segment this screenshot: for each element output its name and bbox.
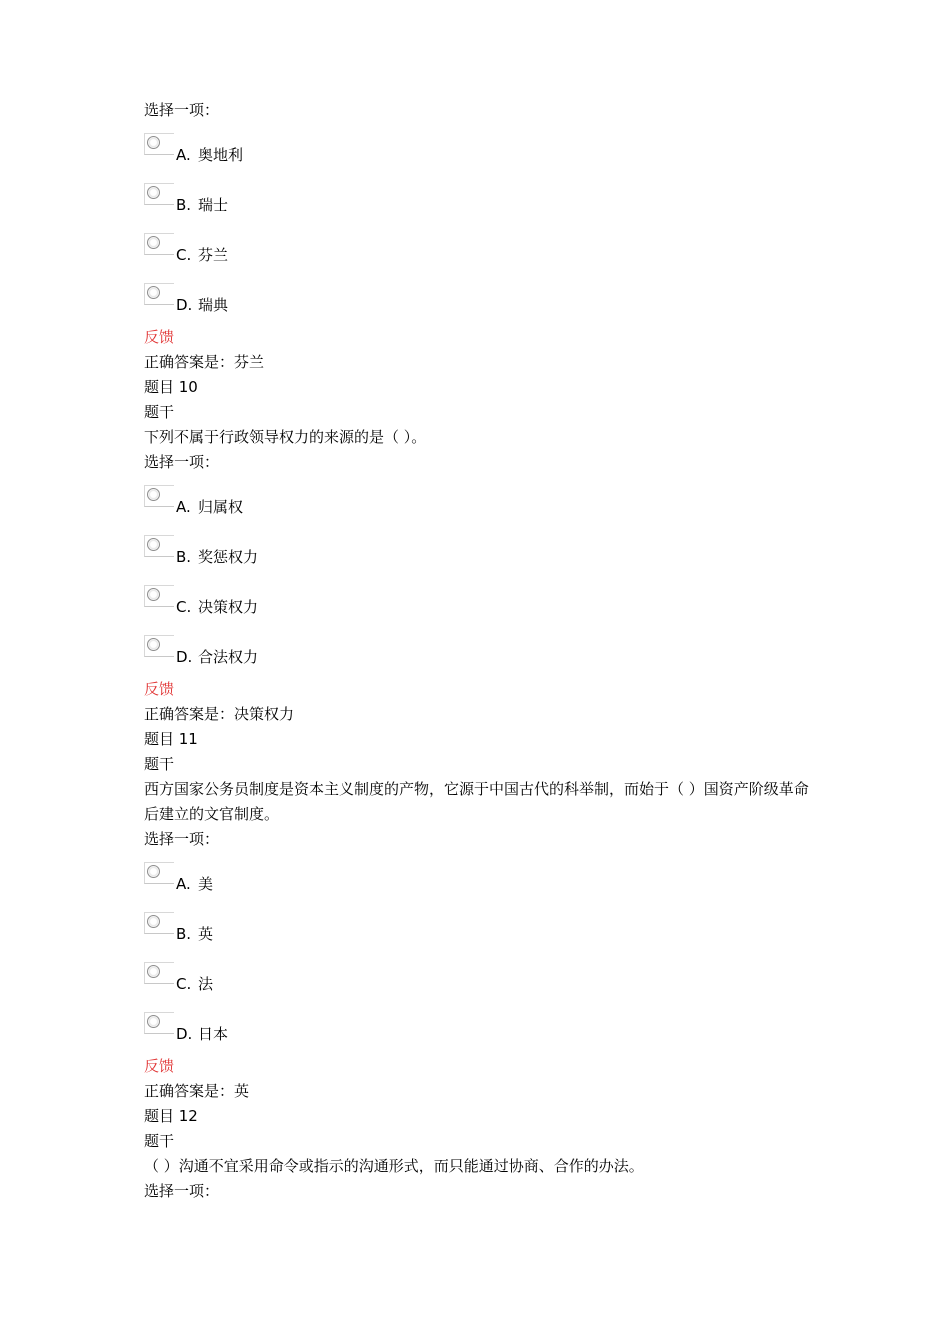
option-c[interactable]	[144, 233, 824, 283]
option-label: 合法权力	[198, 648, 259, 666]
radio-circle-icon	[147, 538, 160, 551]
radio-circle-icon	[147, 136, 160, 149]
correct-answer: 正确答案是：决策权力	[144, 705, 295, 723]
correct-answer: 正确答案是：芬兰	[144, 353, 265, 371]
option-label: 英	[198, 925, 214, 943]
radio-circle-icon	[147, 186, 160, 199]
option-letter: A.	[176, 498, 191, 516]
option-label: 归属权	[198, 498, 244, 516]
option-a[interactable]	[144, 862, 824, 912]
option-a[interactable]	[144, 485, 824, 535]
question-number: 题目 11	[144, 730, 198, 748]
option-letter: C.	[176, 598, 192, 616]
option-label: 日本	[198, 1025, 229, 1043]
option-label: 瑞典	[198, 296, 229, 314]
radio-circle-icon	[147, 865, 160, 878]
choose-one-prompt: 选择一项：	[144, 453, 220, 471]
correct-answer: 正确答案是：英	[144, 1082, 250, 1100]
option-letter: D.	[176, 296, 193, 314]
option-label: 决策权力	[198, 598, 259, 616]
question-number: 题目 12	[144, 1107, 198, 1125]
option-label: 法	[198, 975, 214, 993]
option-letter: D.	[176, 648, 193, 666]
question-stem: 西方国家公务员制度是资本主义制度的产物，它源于中国古代的科举制，而始于（ ）国资产阶级革命后建立的文官制度。	[144, 780, 809, 823]
radio-circle-icon	[147, 286, 160, 299]
radio-circle-icon	[147, 236, 160, 249]
radio-button[interactable]	[144, 233, 174, 255]
option-b[interactable]	[144, 183, 824, 233]
choose-one-prompt: 选择一项：	[144, 1182, 220, 1200]
option-label: 美	[198, 875, 214, 893]
stem-label: 题干	[144, 403, 175, 421]
choose-one-prompt: 选择一项：	[144, 101, 220, 119]
feedback-label: 反馈	[144, 680, 175, 698]
question-stem: （ ）沟通不宜采用命令或指示的沟通形式，而只能通过协商、合作的办法。	[144, 1157, 644, 1175]
radio-button[interactable]	[144, 283, 174, 305]
feedback-label: 反馈	[144, 328, 175, 346]
radio-button[interactable]	[144, 912, 174, 934]
option-label: 奖惩权力	[198, 548, 259, 566]
option-b[interactable]	[144, 912, 824, 962]
radio-button[interactable]	[144, 585, 174, 607]
question-stem: 下列不属于行政领导权力的来源的是（ ）。	[144, 428, 427, 446]
question-number: 题目 10	[144, 378, 198, 396]
option-letter: B.	[176, 925, 192, 943]
option-c[interactable]	[144, 962, 824, 1012]
option-letter: A.	[176, 146, 191, 164]
radio-button[interactable]	[144, 535, 174, 557]
radio-button[interactable]	[144, 485, 174, 507]
radio-button[interactable]	[144, 635, 174, 657]
option-d[interactable]	[144, 283, 824, 325]
radio-button[interactable]	[144, 1012, 174, 1034]
radio-circle-icon	[147, 1015, 160, 1028]
radio-button[interactable]	[144, 183, 174, 205]
radio-button[interactable]	[144, 133, 174, 155]
stem-label: 题干	[144, 1132, 175, 1150]
option-letter: B.	[176, 548, 192, 566]
radio-circle-icon	[147, 488, 160, 501]
radio-button[interactable]	[144, 962, 174, 984]
radio-button[interactable]	[144, 862, 174, 884]
option-letter: C.	[176, 975, 192, 993]
option-label: 芬兰	[198, 246, 229, 264]
option-d[interactable]	[144, 635, 824, 677]
document-page	[144, 98, 824, 1204]
choose-one-prompt: 选择一项：	[144, 830, 220, 848]
option-letter: C.	[176, 246, 192, 264]
radio-circle-icon	[147, 588, 160, 601]
feedback-label: 反馈	[144, 1057, 175, 1075]
option-letter: B.	[176, 196, 192, 214]
radio-circle-icon	[147, 915, 160, 928]
option-c[interactable]	[144, 585, 824, 635]
radio-circle-icon	[147, 965, 160, 978]
option-label: 奥地利	[198, 146, 244, 164]
option-letter: D.	[176, 1025, 193, 1043]
option-d[interactable]	[144, 1012, 824, 1054]
option-label: 瑞士	[198, 196, 229, 214]
stem-label: 题干	[144, 755, 175, 773]
option-letter: A.	[176, 875, 191, 893]
option-a[interactable]	[144, 133, 824, 183]
radio-circle-icon	[147, 638, 160, 651]
option-b[interactable]	[144, 535, 824, 585]
